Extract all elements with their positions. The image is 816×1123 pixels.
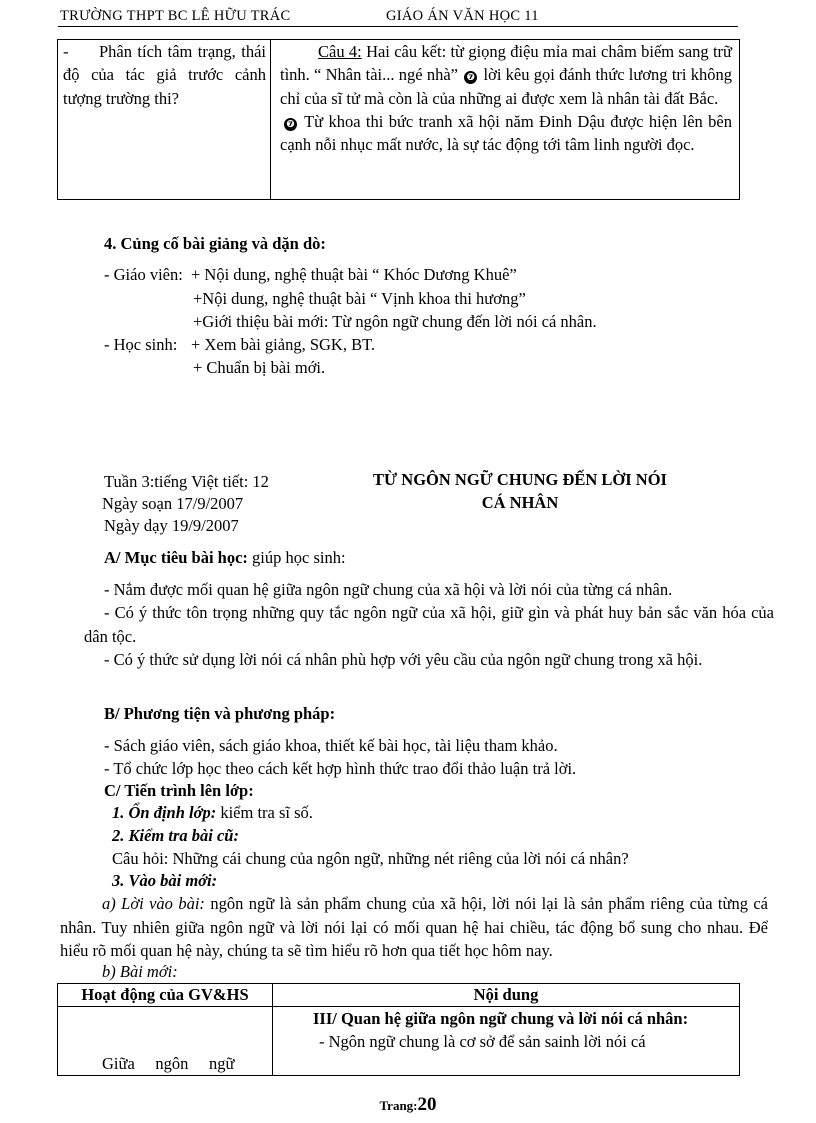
new-lesson-label: b) Bài mới: [102, 962, 178, 981]
intro-paragraph: a) Lời vào bài: ngôn ngữ là sản phẩm chung của xã hội, lời nói lại là sản phẩm riêng của từng cá nhân. Tuy nhiên giữa ngôn ngữ và lời nói lại có mối quan hệ hai chiều, tác động bổ sung cho nhau. Để hiểu rõ mối quan hệ này, chúng ta sẽ tìm hiểu rõ hơn qua tiết học hôm nay. [60, 894, 769, 960]
table-row [58, 1007, 740, 1076]
header-subject: GIÁO ÁN VĂN HỌC 11 [386, 8, 539, 24]
question-4-text: Hai câu kết: từ giọng điệu mỉa mai châm biếm sang trữ tình. “ Nhân tài... ngé nhà” [280, 42, 732, 85]
activity-cell: Giữa ngôn ngữ [58, 1007, 273, 1076]
step-1: 1. Ổn định lớp: kiểm tra sĩ số. [112, 803, 313, 822]
numbered-bullet-icon: ❼ [284, 118, 297, 131]
section-a-item: - Có ý thức sử dụng lời nói cá nhân phù hợp với yêu cầu của ngôn ngữ chung trong xã hội. [104, 650, 703, 669]
teacher-item: +Giới thiệu bài mới: Từ ngôn ngữ chung đến lời nói cá nhân. [193, 312, 597, 331]
question-4-text-2: lời kêu gọi đánh thức lương tri không chỉ của sĩ tử mà còn là của những ai được xem là nhân tài đất Bắc. [280, 65, 732, 108]
header-school: TRƯỜNG THPT BC LÊ HỮU TRÁC [60, 8, 291, 24]
teacher-label: - Giáo viên: [104, 265, 183, 284]
lesson-date-taught: Ngày dạy 19/9/2007 [104, 516, 239, 535]
table-row [58, 40, 740, 200]
activity-table [57, 983, 740, 1076]
section-b-item: - Tổ chức lớp học theo cách kết hợp hình thức trao đổi thảo luận trả lời. [104, 759, 577, 778]
page-label: Trang: [379, 1098, 418, 1113]
table-header-row [58, 984, 740, 1007]
content-text: - Ngôn ngữ chung là cơ sở để sản sainh lời nói cá [319, 1032, 646, 1052]
content-heading: III/ Quan hệ giữa ngôn ngữ chung và lời nói cá nhân: [313, 1009, 689, 1028]
top-right-cell [271, 40, 740, 200]
teacher-item: +Nội dung, nghệ thuật bài “ Vịnh khoa thi hương” [193, 289, 526, 308]
step-3-label: 3. Vào bài mới: [112, 871, 218, 890]
right-paragraph-2: Từ khoa thi bức tranh xã hội năm Đinh Dậu được hiện lên bên cạnh nỗi nhục mất nước, là sự tác động tới tâm linh người đọc. [280, 111, 732, 155]
question-4-label: Câu 4: [318, 42, 362, 61]
top-left-text: Phân tích tâm trạng, thái độ của tác giả trước cảnh tượng trường thi? [63, 42, 266, 108]
step-2-label: 2. Kiểm tra bài cũ: [112, 826, 239, 845]
lesson-title-line-1: TỪ NGÔN NGỮ CHUNG ĐẾN LỜI NÓI [373, 470, 667, 489]
numbered-bullet-icon: ❼ [464, 71, 477, 84]
lesson-date-prepared: Ngày soạn 17/9/2007 [102, 494, 244, 513]
student-item: + Xem bài giảng, SGK, BT. [191, 335, 376, 354]
col-header-content: Nội dung [273, 984, 740, 1007]
section-b-heading: B/ Phương tiện và phương pháp: [104, 704, 336, 723]
teacher-item: + Nội dung, nghệ thuật bài “ Khóc Dương Khuê” [191, 265, 517, 284]
lesson-title-line-2: CÁ NHÂN [481, 493, 559, 512]
content-cell [273, 1007, 740, 1076]
header-divider [58, 26, 738, 27]
section-a-item: - Có ý thức tôn trọng những quy tắc ngôn ngữ của xã hội, giữ gìn và phát huy bản sắc văn hóa của dân tộc. [84, 603, 774, 646]
page-footer [0, 1094, 816, 1116]
section-c-heading: C/ Tiến trình lên lớp: [104, 781, 254, 800]
col-header-activities: Hoạt động của GV&HS [58, 984, 273, 1007]
top-table [57, 39, 740, 200]
student-label: - Học sinh: [104, 335, 178, 354]
student-item: + Chuẩn bị bài mới. [193, 358, 326, 377]
step-2-question: Câu hỏi: Những cái chung của ngôn ngữ, những nét riêng của lời nói cá nhân? [112, 849, 629, 868]
page-number: 20 [417, 1094, 437, 1115]
section-b-item: - Sách giáo viên, sách giáo khoa, thiết kế bài học, tài liệu tham khảo. [104, 736, 558, 755]
section-4-heading: 4. Củng cố bài giảng và dặn dò: [104, 234, 326, 253]
top-left-cell: - Phân tích tâm trạng, thái độ của tác giả trước cảnh tượng trường thi? [58, 40, 271, 200]
section-a-heading: A/ Mục tiêu bài học: giúp học sinh: [104, 548, 346, 567]
lesson-week: Tuần 3:tiếng Việt tiết: 12 [104, 472, 269, 491]
section-a-item: - Nắm được mối quan hệ giữa ngôn ngữ chung của xã hội và lời nói của từng cá nhân. [104, 580, 673, 599]
